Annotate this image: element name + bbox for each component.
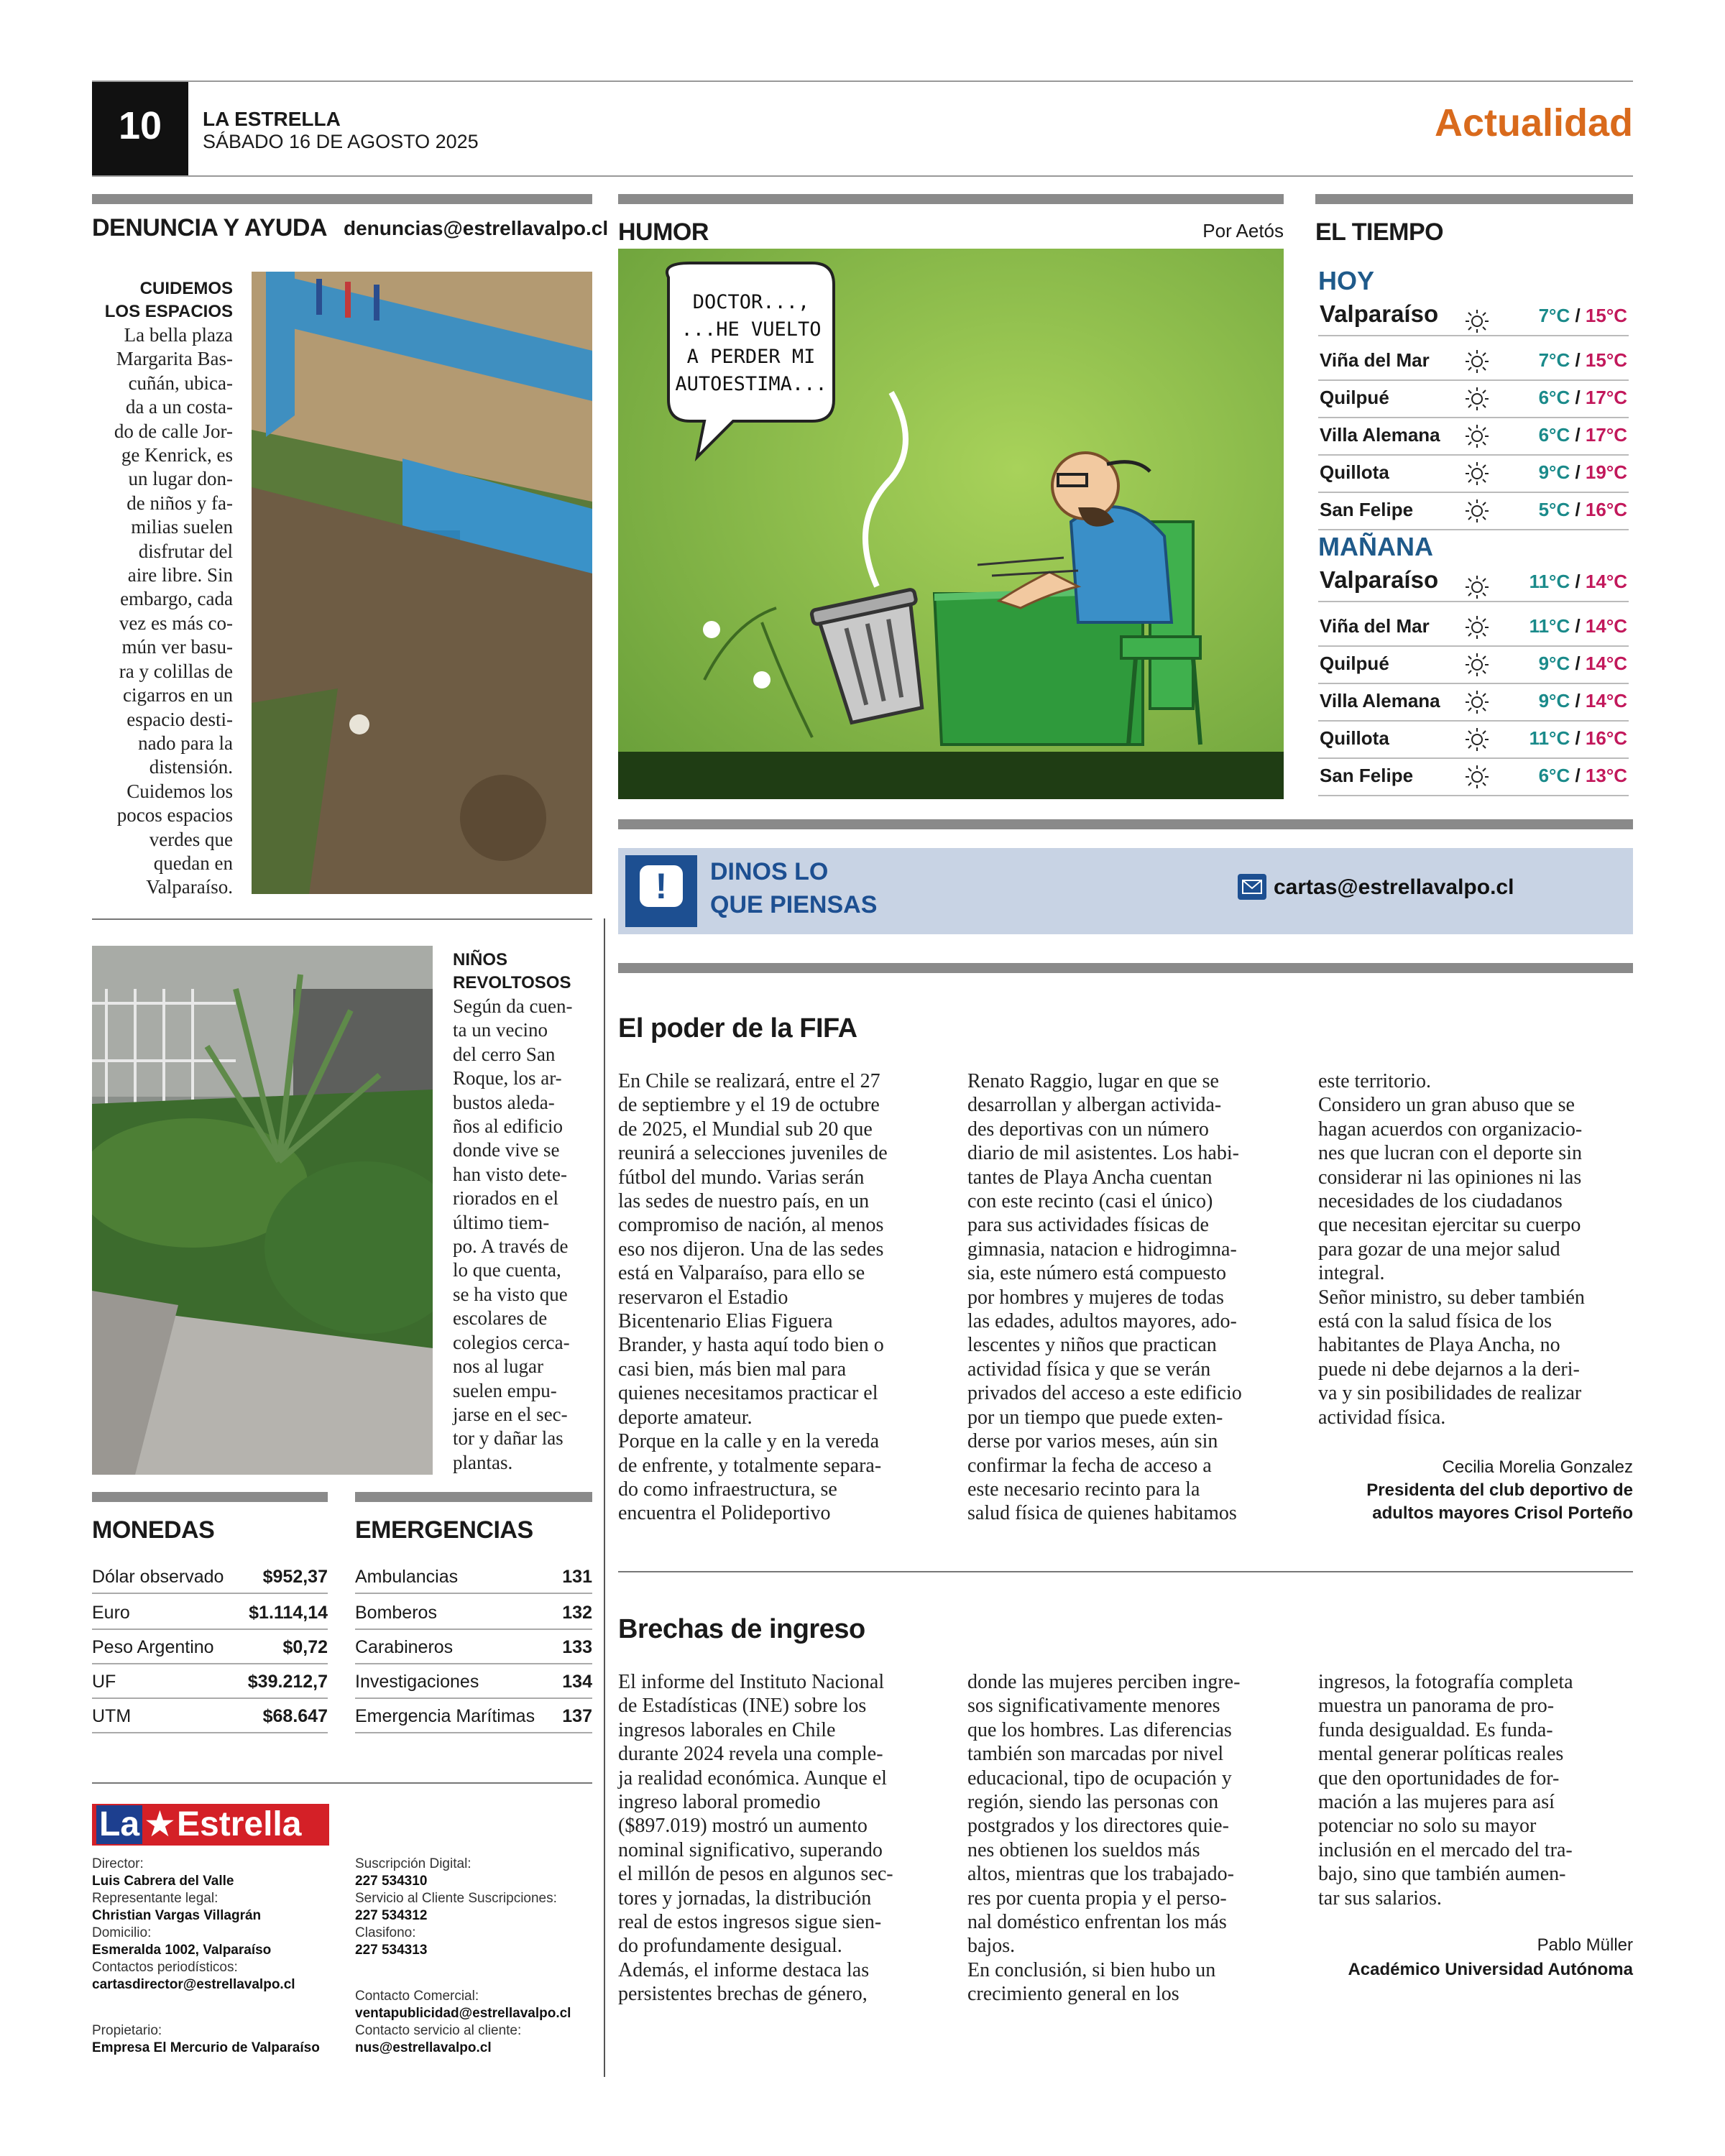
emergencias-row: Bomberos 132	[355, 1595, 592, 1630]
sun-icon	[1465, 387, 1489, 411]
weather-row: Quillota 11°C / 16°C	[1318, 720, 1629, 759]
cartoon-speech: DOCTOR..., ...HE VUELTO A PERDER MI AUTOESTIMA...	[675, 291, 827, 395]
item1-heading: CUIDEMOS LOS ESPACIOS	[104, 279, 233, 321]
letter2-title: Brechas de ingreso	[618, 1614, 865, 1644]
humor-cartoon	[618, 249, 1284, 799]
sun-icon	[1465, 461, 1489, 486]
monedas-title: MONEDAS	[92, 1516, 215, 1544]
emergencias-row: Emergencia Marítimas 137	[355, 1699, 592, 1733]
dinos-line-2: QUE PIENSAS	[710, 891, 878, 918]
masthead-credits: Director: Luis Cabrera del Valle Representante legal: Christian Vargas Villagrán Domicilio: Esmeralda 1002, Valparaíso Contactos periodísticos: cartasdirector@estrellavalpo.cl	[92, 1856, 295, 1992]
weather-row: Villa Alemana 9°C / 14°C	[1318, 683, 1629, 722]
sun-icon	[1465, 424, 1489, 448]
edition-date: SÁBADO 16 DE AGOSTO 2025	[203, 131, 479, 152]
sun-icon	[1465, 575, 1489, 599]
sun-icon	[1465, 653, 1489, 677]
letters-top-rule	[618, 963, 1633, 973]
emergencias-title: EMERGENCIAS	[355, 1516, 533, 1544]
letter1-author-role: Presidenta del club deportivo de adultos mayores Crisol Porteño	[1366, 1480, 1633, 1523]
letter1-col3: este territorio. Considero un gran abuso que se hagan acuerdos con organizacio- nes que lucran con el deporte sin considerar ni las opiniones ni las necesidades de los ciudadanos que necesitan ejercitar su cuerpo para gozar de una mejor salud integral. Señor ministro, su deber también está con la salud física de los habitantes de Playa Ancha, no puede ni debe dejarnos a la deri- va y sin posibilidades de realizar actividad física.	[1318, 1070, 1585, 1429]
masthead-rule	[92, 1782, 592, 1784]
paper-name: LA ESTRELLA	[203, 108, 341, 130]
emergencias-row: Ambulancias 131	[355, 1560, 592, 1594]
letter1-signature	[1366, 1456, 1633, 1525]
la-estrella-logo	[92, 1804, 329, 1846]
column-divider	[604, 918, 605, 2077]
denuncia-title: DENUNCIA Y AYUDA	[92, 214, 328, 241]
section-title: Actualidad	[1434, 101, 1633, 144]
sun-icon	[1465, 727, 1489, 752]
tiempo-title: EL TIEMPO	[1315, 218, 1444, 246]
top-rule	[92, 80, 1633, 82]
sun-icon	[1465, 309, 1489, 333]
page-number-box	[92, 82, 188, 175]
monedas-row: Peso Argentino $0,72	[92, 1630, 328, 1664]
header-rule	[92, 175, 1633, 177]
letters-divider	[618, 1571, 1633, 1572]
today-label: HOY	[1318, 266, 1375, 295]
humor-title: HUMOR	[618, 218, 709, 246]
weather-row: San Felipe 6°C / 13°C	[1318, 757, 1629, 796]
sun-icon	[1465, 615, 1489, 640]
logo-right: Estrella	[177, 1805, 302, 1843]
weather-row: Viña del Mar 11°C / 14°C	[1318, 608, 1629, 647]
denuncia-email[interactable]: denuncias@estrellavalpo.cl	[344, 217, 609, 239]
item2-heading: NIÑOS REVOLTOSOS	[453, 950, 571, 992]
weather-row: San Felipe 5°C / 16°C	[1318, 492, 1629, 530]
weather-row: Villa Alemana 6°C / 17°C	[1318, 417, 1629, 456]
plaza-photo	[252, 272, 592, 894]
denuncia-top-rule	[92, 194, 592, 204]
masthead-owner: Propietario: Empresa El Mercurio de Valparaíso	[92, 2023, 320, 2055]
weather-row: Quilpué 6°C / 17°C	[1318, 379, 1629, 418]
letter1-col2: Renato Raggio, lugar en que se desarrollan y albergan activida- des deportivas con un número diario de mil asistentes. Los habi- tantes de Playa Ancha cuentan con este recinto (casi el único) para sus actividades físicas de gimnasia, natacion e hidrogimna- sia, este número está compuesto por hombres y mujeres de todas las edades, adultos mayores, ado- lescentes y niños que practican actividad física y que se verán privados del acceso a este edificio por un tiempo que puede exten- derse por varios meses, aún sin confirmar la fecha de acceso a este necesario recinto para la salud física de quienes habitamos	[967, 1070, 1242, 1525]
shrubs-photo	[92, 946, 433, 1475]
emergencias-row: Investigaciones 134	[355, 1664, 592, 1699]
humor-top-rule	[618, 194, 1284, 204]
dinos-line-1: DINOS LO	[710, 858, 829, 885]
letter2-col3: ingresos, la fotografía completa muestra un panorama de pro- funda desigualdad. Es funda- mental generar políticas reales que den oportunidades de for- mación a las mujeres para así potenciar no solo su mayor inclusión en el mercado del tra- bajo, sino que también aumen- tar sus salarios.	[1318, 1671, 1573, 1909]
monedas-top-rule	[92, 1492, 328, 1502]
emergencias-row: Carabineros 133	[355, 1630, 592, 1664]
sun-icon	[1465, 765, 1489, 789]
sun-icon	[1465, 349, 1489, 374]
denuncia-item-1	[92, 277, 233, 900]
weather-row: Viña del Mar 7°C / 15°C	[1318, 342, 1629, 381]
item1-text: La bella plaza Margarita Bas- cuñán, ubica- da a un costa- do de calle Jor- ge Kenrick, es un lugar don- de niños y fa- milias suelen disfrutar del aire libre. Sin embargo, cada vez es más co- mún ver basu- ra y colillas de cigarros en un espacio desti- nado para la distensión. Cuidemos los pocos espacios verdes que quedan en Valparaíso.	[114, 324, 233, 898]
letter1-author: Cecilia Morelia Gonzalez	[1442, 1457, 1633, 1477]
dinos-banner	[618, 848, 1633, 934]
denuncia-item-2	[453, 949, 597, 1475]
page-number: 10	[118, 104, 162, 147]
mail-icon	[1238, 874, 1266, 900]
emergencias-top-rule	[355, 1492, 592, 1502]
letter2-col2: donde las mujeres perciben ingre- sos significativamente menores que los hombres. Las diferencias también son marcadas por nivel educacional, tipo de ocupación y región, siendo las personas con postgrados y los directores quie- nes obtienen los sueldos más altos, mientras que los trabajado- res por cuenta propia y el perso- nal doméstico enfrentan los más bajos. En conclusión, si bien hubo un crecimiento general en los	[967, 1671, 1241, 2006]
weather-row: Quilpué 9°C / 14°C	[1318, 645, 1629, 684]
item2-text: Según da cuen- ta un vecino del cerro San Roque, los ar- bustos aleda- ños al edificio donde vive se han visto dete- riorados en el último tiem- po. A través de lo que cuenta, se ha visto que escolares de colegios cerca- nos al lugar suelen empu- jarse en el sec- tor y dañar las plantas.	[453, 995, 573, 1473]
monedas-row: UF $39.212,7	[92, 1664, 328, 1699]
monedas-row: UTM $68.647	[92, 1699, 328, 1733]
weather-row: Valparaíso 11°C / 14°C	[1318, 563, 1629, 602]
humor-author: Por Aetós	[1202, 220, 1284, 241]
speech-exclamation-icon: !	[640, 865, 683, 907]
denuncia-mid-rule	[92, 918, 592, 920]
letter1-col1: En Chile se realizará, entre el 27 de septiembre y el 19 de octubre de 2025, el Mundial sub 20 que reunirá a selecciones juveniles de fútbol del mundo. Varias serán las sedes de nuestro país, en un compromiso de nación, al menos eso nos dijeron. Una de las sedes está en Valparaíso, para ello se reservaron el Estadio Bicentenario Elias Figuera Brander, y hasta aquí todo bien o casi bien, más bien mal para quienes necesitamos practicar el deporte amateur. Porque en la calle y en la vereda de enfrente, y totalmente separa- do como infraestructura, se encuentra el Polideportivo	[618, 1070, 888, 1525]
monedas-row: Euro $1.114,14	[92, 1595, 328, 1630]
letter2-col1: El informe del Instituto Nacional de Estadísticas (INE) sobre los ingresos laborales en Chile durante 2024 revela una comple- ja realidad económica. Aunque el ingreso laboral promedio ($897.019) mostró un aumento nominal significativo, superando el millón de pesos en algunos sec- tores y jornadas, la distribución real de estos ingresos sigue sien- do profundamente desigual. Además, el informe destaca las persistentes brechas de género,	[618, 1671, 893, 2006]
letter1-title: El poder de la FIFA	[618, 1013, 857, 1044]
sun-icon	[1465, 690, 1489, 714]
sun-icon	[1465, 499, 1489, 523]
logo-left: La	[96, 1805, 142, 1844]
weather-row: Valparaíso 7°C / 15°C	[1318, 298, 1629, 336]
letter2-author-role: Académico Universidad Autónoma	[1348, 1960, 1633, 1979]
weather-row: Quillota 9°C / 19°C	[1318, 454, 1629, 493]
letter2-signature	[1348, 1933, 1633, 1982]
monedas-row: Dólar observado $952,37	[92, 1560, 328, 1594]
masthead-contacts: Suscripción Digital: 227 534310 Servicio al Cliente Suscripciones: 227 534312 Clasifono: 227 534313	[355, 1856, 557, 1958]
letter2-author: Pablo Müller	[1537, 1935, 1633, 1955]
tiempo-top-rule	[1315, 194, 1633, 204]
star-icon: ★	[144, 1804, 176, 1844]
tomorrow-label: MAÑANA	[1318, 532, 1433, 561]
dinos-top-rule	[618, 819, 1633, 829]
dinos-email[interactable]: cartas@estrellavalpo.cl	[1274, 875, 1514, 899]
masthead-commercial: Contacto Comercial: ventapublicidad@estrellavalpo.cl Contacto servicio al cliente: nus@estrellavalpo.cl	[355, 1989, 571, 2055]
